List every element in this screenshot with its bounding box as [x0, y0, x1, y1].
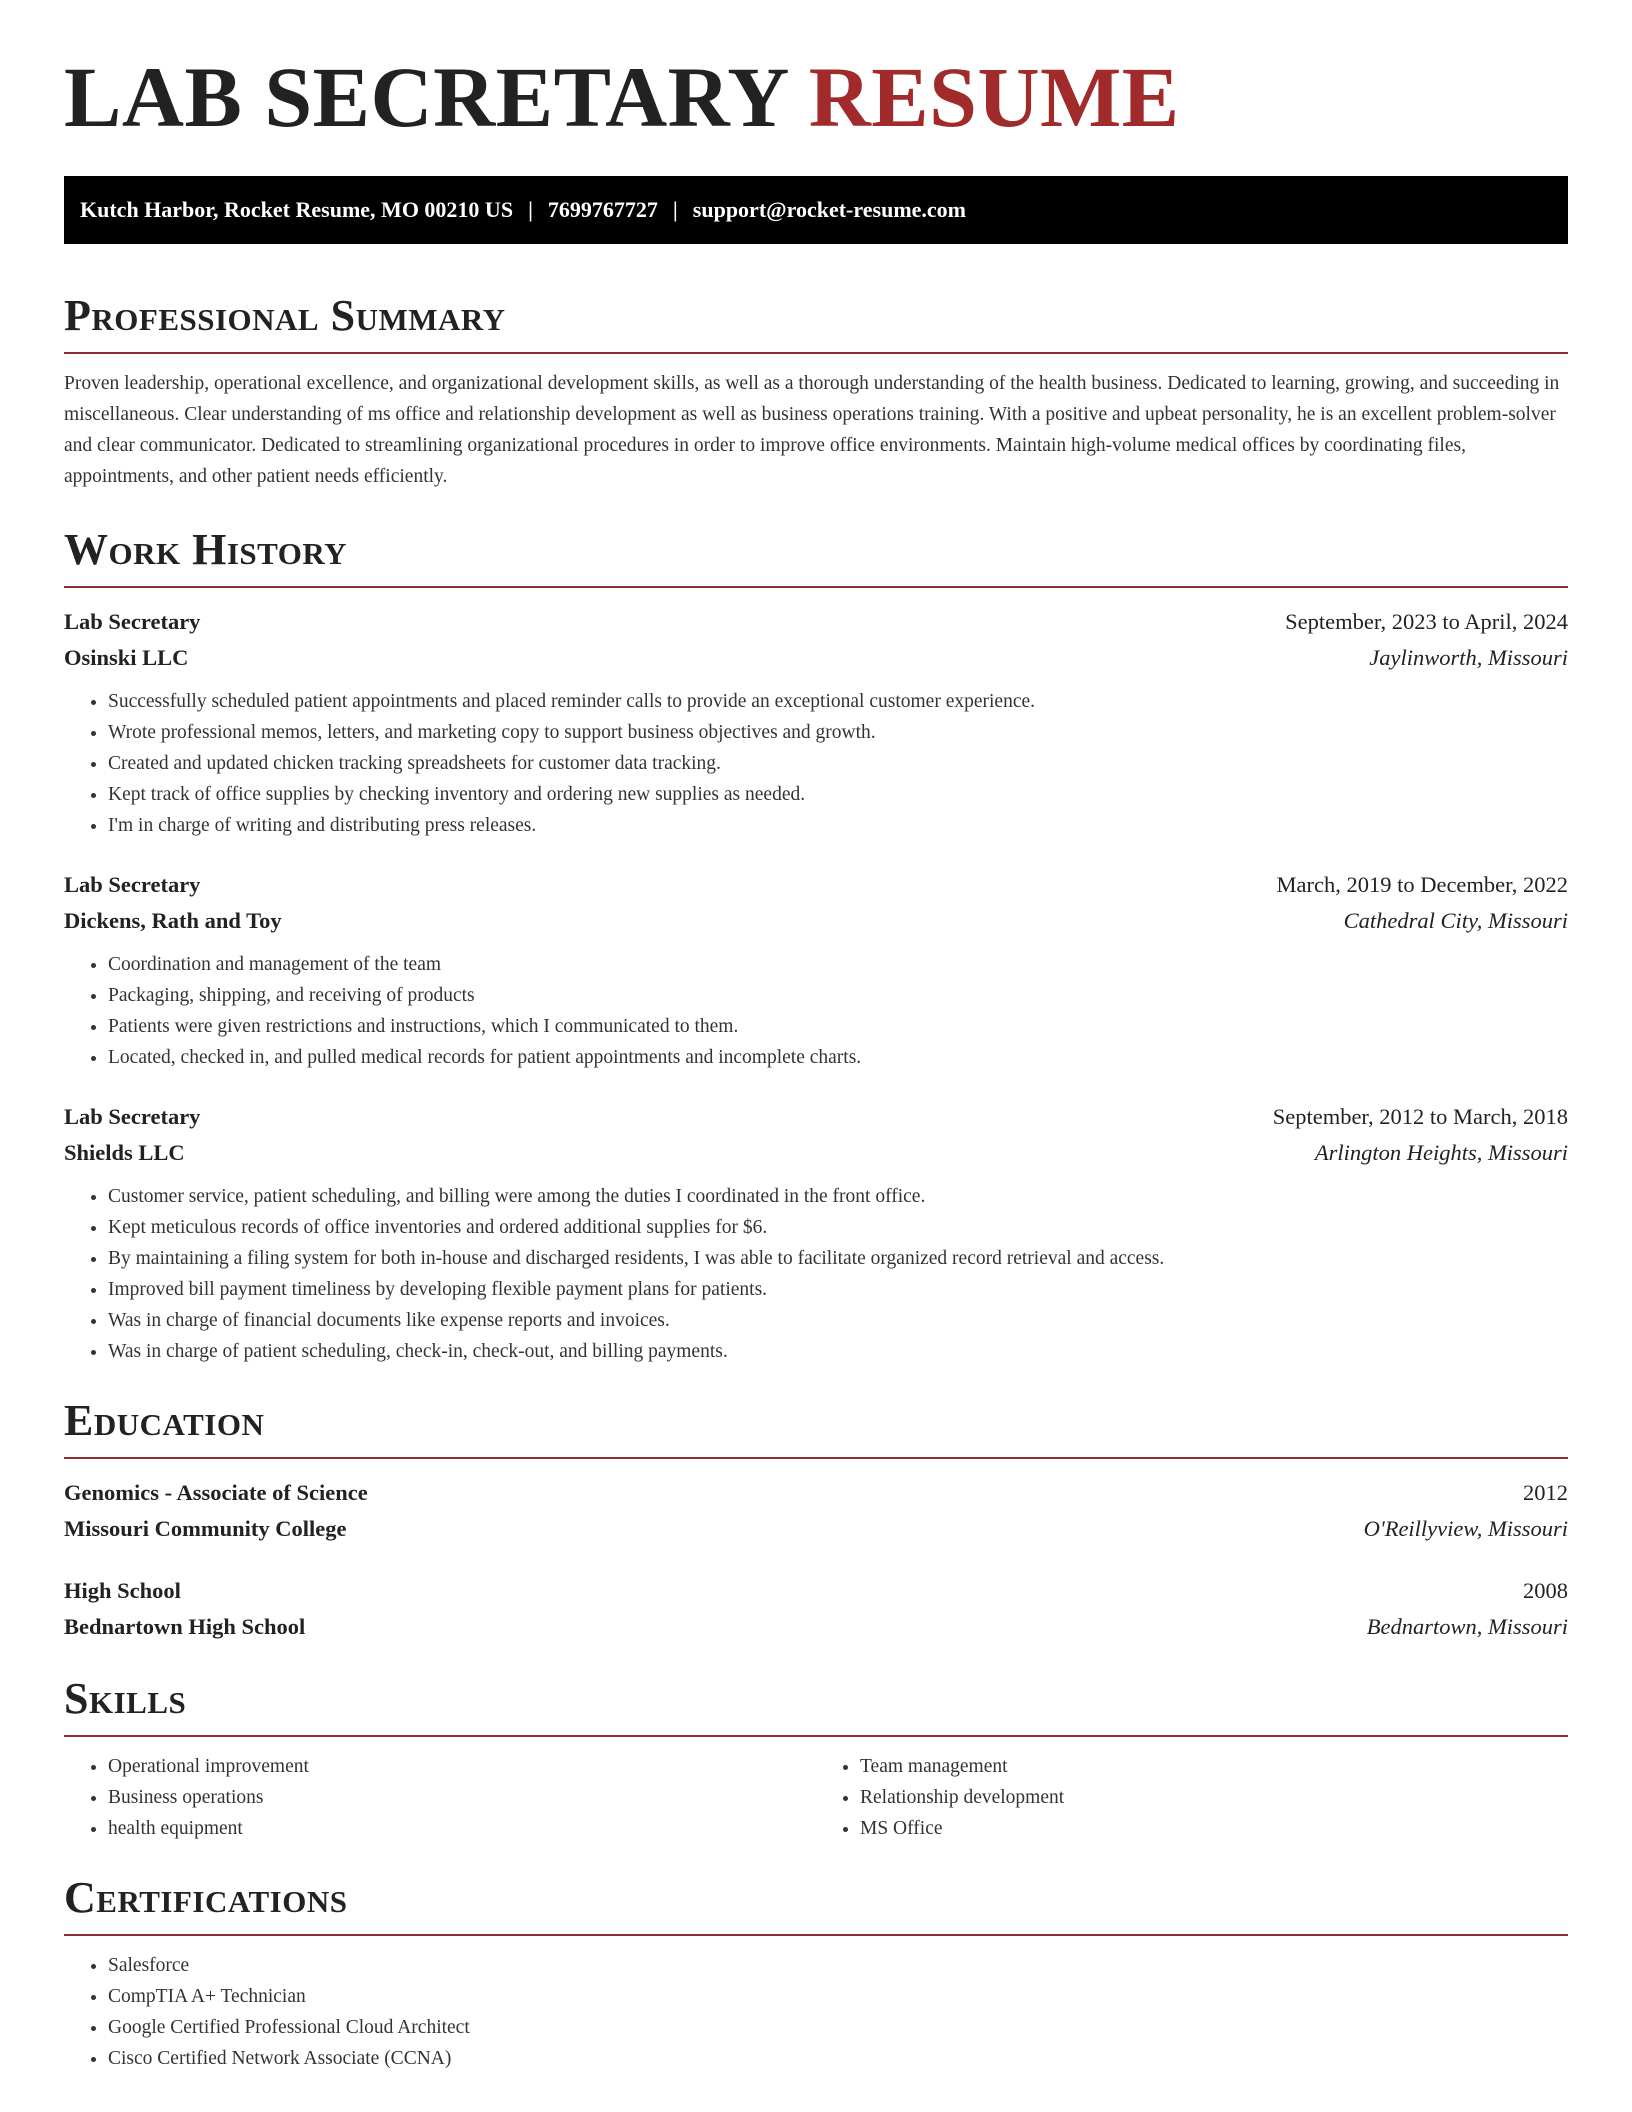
- job-entry: [64, 604, 1568, 841]
- resume-title: [64, 49, 1568, 145]
- job-bullet: • Was in charge of financial documents like expense reports and invoices.: [108, 1305, 1568, 1336]
- contact-separator: |: [528, 197, 533, 222]
- certification-item: • CompTIA A+ Technician: [108, 1981, 1568, 2012]
- certification-item: • Cisco Certified Network Associate (CCNA): [108, 2043, 1568, 2074]
- job-bullets: [64, 686, 1568, 841]
- title-accent: RESUME: [808, 49, 1180, 145]
- job-dates: March, 2019 to December, 2022: [1276, 872, 1568, 897]
- education-school: Missouri Community College: [64, 1516, 347, 1541]
- education-school-row: [64, 1609, 1568, 1645]
- job-title: Lab Secretary: [64, 872, 201, 897]
- job-bullet: • By maintaining a filing system for both in-house and discharged residents, I was able to facilitate organized record retrieval and access.: [108, 1243, 1568, 1274]
- section-heading-skills: Skills: [64, 1677, 1568, 1737]
- skills-list-left: [64, 1751, 816, 1844]
- job-entry: [64, 867, 1568, 1073]
- job-header-row: [64, 867, 1568, 903]
- education-entry: [64, 1573, 1568, 1645]
- education-year: 2012: [1523, 1480, 1568, 1505]
- contact-bar: [64, 176, 1568, 244]
- job-header-row: [64, 604, 1568, 640]
- contact-email[interactable]: support@rocket-resume.com: [692, 197, 966, 222]
- certification-item: • Google Certified Professional Cloud Architect: [108, 2012, 1568, 2043]
- education-degree: High School: [64, 1578, 181, 1603]
- job-company: Dickens, Rath and Toy: [64, 908, 282, 933]
- skill-item: • Relationship development: [860, 1782, 1568, 1813]
- job-bullet: • Kept track of office supplies by checking inventory and ordering new supplies as needed.: [108, 779, 1568, 810]
- skill-item: • health equipment: [108, 1813, 816, 1844]
- skills-grid: [64, 1751, 1568, 1844]
- job-company: Osinski LLC: [64, 645, 189, 670]
- education-section: [64, 1396, 1568, 1645]
- contact-phone[interactable]: 7699767727: [547, 197, 658, 222]
- section-heading-summary: Professional Summary: [64, 294, 1568, 354]
- contact-address: Kutch Harbor, Rocket Resume, MO 00210 US: [80, 197, 514, 222]
- title-main: LAB SECRETARY: [64, 49, 787, 145]
- skill-item: • MS Office: [860, 1813, 1568, 1844]
- job-bullet: • Customer service, patient scheduling, and billing were among the duties I coordinated in the front office.: [108, 1181, 1568, 1212]
- education-location: O'Reillyview, Missouri: [1363, 1516, 1568, 1541]
- section-heading-work: Work History: [64, 528, 1568, 588]
- section-heading-certifications: Certifications: [64, 1876, 1568, 1936]
- job-bullet: • I'm in charge of writing and distributing press releases.: [108, 810, 1568, 841]
- education-school-row: [64, 1511, 1568, 1547]
- education-location: Bednartown, Missouri: [1366, 1614, 1568, 1639]
- job-bullet: • Successfully scheduled patient appointments and placed reminder calls to provide an exceptional customer experience.: [108, 686, 1568, 717]
- summary-section: [64, 291, 1568, 492]
- skill-item: • Operational improvement: [108, 1751, 816, 1782]
- job-dates: September, 2012 to March, 2018: [1272, 1104, 1568, 1129]
- contact-separator: |: [672, 197, 678, 222]
- education-school: Bednartown High School: [64, 1614, 306, 1639]
- education-degree: Genomics - Associate of Science: [64, 1480, 368, 1505]
- job-bullet: • Packaging, shipping, and receiving of products: [108, 980, 1568, 1011]
- education-header-row: [64, 1573, 1568, 1609]
- job-header-row: [64, 1099, 1568, 1135]
- job-bullet: • Coordination and management of the team: [108, 949, 1568, 980]
- certifications-section: [64, 1873, 1568, 2074]
- job-location: Jaylinworth, Missouri: [1369, 645, 1568, 670]
- summary-text: Proven leadership, operational excellence, and organizational development skills, as well as a thorough understanding of the health business. Dedicated to learning, growing, and succeeding in miscellaneous. Clear understanding of ms office and relationship development as well as business operations training. With a positive and upbeat personality, he is an excellent problem-solver and clear communicator. Dedicated to streamlining organizational procedures in order to improve office environments. Maintain high-volume medical offices by coordinating files, appointments, and other patient needs efficiently.: [64, 373, 1560, 487]
- section-heading-education: Education: [64, 1399, 1568, 1459]
- job-company-row: [64, 903, 1568, 939]
- skills-section: [64, 1674, 1568, 1844]
- job-title: Lab Secretary: [64, 1104, 201, 1129]
- job-location: Arlington Heights, Missouri: [1314, 1140, 1568, 1165]
- job-bullet: • Kept meticulous records of office inventories and ordered additional supplies for $6.: [108, 1212, 1568, 1243]
- job-company: Shields LLC: [64, 1140, 185, 1165]
- resume-page: [64, 0, 1568, 2074]
- work-section: [64, 525, 1568, 1367]
- job-bullet: • Created and updated chicken tracking spreadsheets for customer data tracking.: [108, 748, 1568, 779]
- job-entry: [64, 1099, 1568, 1367]
- job-bullet: • Located, checked in, and pulled medical records for patient appointments and incomplete charts.: [108, 1042, 1568, 1073]
- education-year: 2008: [1523, 1578, 1568, 1603]
- skills-list-right: [816, 1751, 1568, 1844]
- job-bullets: [64, 1181, 1568, 1367]
- certifications-list: [64, 1950, 1568, 2074]
- job-company-row: [64, 1135, 1568, 1171]
- job-bullet: • Wrote professional memos, letters, and marketing copy to support business objectives and growth.: [108, 717, 1568, 748]
- job-dates: September, 2023 to April, 2024: [1285, 609, 1568, 634]
- education-entry: [64, 1475, 1568, 1547]
- job-bullet: • Patients were given restrictions and instructions, which I communicated to them.: [108, 1011, 1568, 1042]
- job-bullet: • Was in charge of patient scheduling, check-in, check-out, and billing payments.: [108, 1336, 1568, 1367]
- job-location: Cathedral City, Missouri: [1343, 908, 1568, 933]
- job-bullet: • Improved bill payment timeliness by developing flexible payment plans for patients.: [108, 1274, 1568, 1305]
- job-bullets: [64, 949, 1568, 1073]
- certification-item: • Salesforce: [108, 1950, 1568, 1981]
- job-title: Lab Secretary: [64, 609, 201, 634]
- skill-item: • Team management: [860, 1751, 1568, 1782]
- job-company-row: [64, 640, 1568, 676]
- education-header-row: [64, 1475, 1568, 1511]
- skill-item: • Business operations: [108, 1782, 816, 1813]
